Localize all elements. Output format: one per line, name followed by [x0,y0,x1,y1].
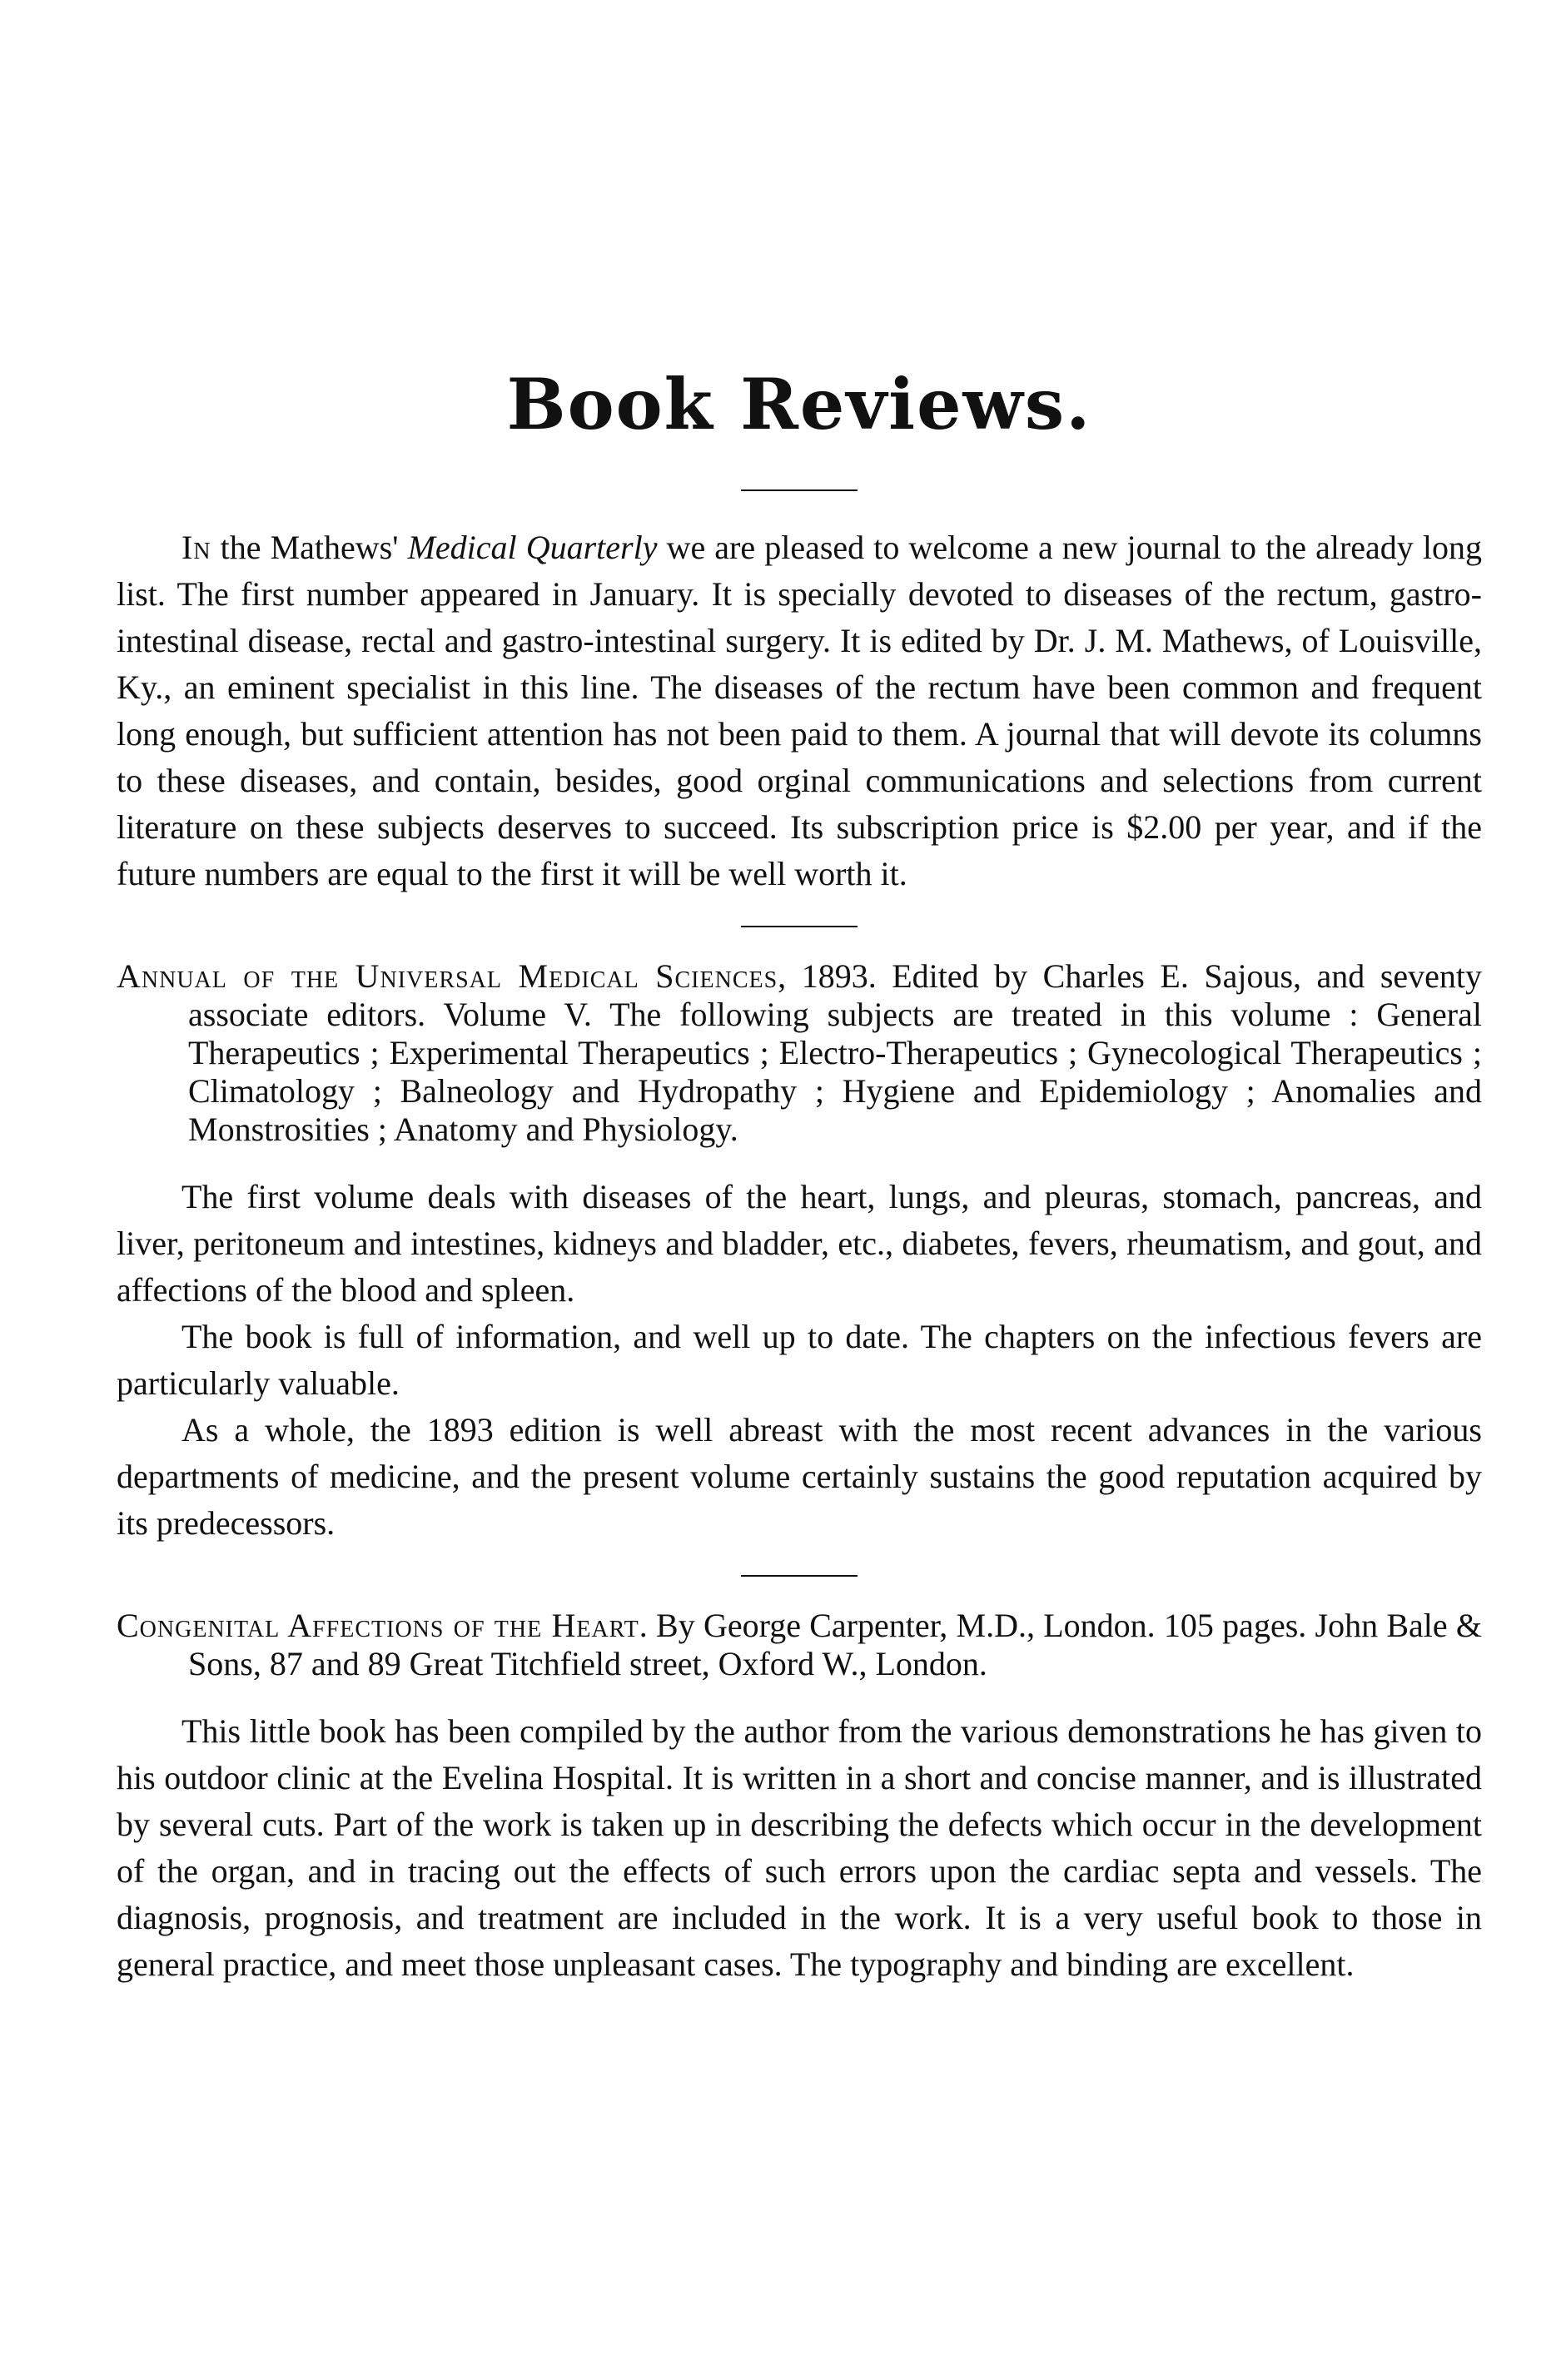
review-paragraph [117,524,1482,897]
book-title: Annual of the Universal Medical Sciences [117,957,778,996]
book-details: , 1893. Edited by Charles E. Sajous, and seventy associate editors. Volume V. The following subjects are treated in this volume : General Therapeutics ; Experimental Therapeutics ; Electro-Therapeutics ; Gynecological Therapeutics ; Climatology ; Balneology and Hydropathy ; Hygiene and Epidemiology ; Anomalies and Monstrosities ; Anatomy and Physiology. [188,957,1483,1149]
divider [741,489,858,491]
review-text: we are pleased to welcome a new journal to the already long list. The first number appeared in January. It is specially devoted to diseases of the rectum, gastro-intestinal disease, rectal and gastro-intestinal surgery. It is edited by Dr. J. M. Mathews, of Louisville, Ky., an eminent specialist in this line. The diseases of the rectum have been common and frequent long enough, but sufficient attention has not been paid to them. A journal that will devote its columns to these diseases, and contain, besides, good orginal communications and selections from current literature on these subjects deserves to succeed. Its subscription price is $2.00 per year, and if the future numbers are equal to the first it will be well worth it. [117,529,1482,893]
review-text: the Mathews' [211,529,408,567]
review-paragraph: As a whole, the 1893 edition is well abreast with the most recent advances in the various departments of medicine, and the present volume certainly sustains the good reputation acquired by its predecessors. [117,1411,1482,1543]
page [117,363,1483,1988]
page-title: Book Reviews. [506,363,1092,445]
review-paragraph: The first volume deals with diseases of the heart, lungs, and pleuras, stomach, pancreas, and liver, peritoneum and intestines, kidneys and bladder, etc., diabetes, fevers, rheumatism, and gout, and affections of the blood and spleen. [117,1178,1482,1309]
book-title: Congenital Affections of the Heart [117,1607,639,1645]
review-heading [117,957,1482,1149]
journal-title: Medical Quarterly [407,529,658,567]
divider [741,1575,858,1577]
divider [741,926,858,927]
book-details: . By George Carpenter, M.D., London. 105 pages. John Bale & Sons, 87 and 89 Great Titchfield street, Oxford W., London. [188,1607,1482,1683]
review-paragraph: This little book has been compiled by the author from the various demonstrations he has given to his outdoor clinic at the Evelina Hospital. It is written in a short and concise manner, and is illustrated by several cuts. Part of the work is taken up in describing the defects which occur in the development of the organ, and in tracing out the effects of such errors upon the cardiac septa and vessels. The diagnosis, prognosis, and treatment are included in the work. It is a very useful book to those in general practice, and meet those unpleasant cases. The typography and binding are excellent. [117,1712,1482,1984]
review-heading [117,1607,1482,1683]
review-paragraph: The book is full of information, and well up to date. The chapters on the infectious fevers are particularly valuable. [117,1318,1482,1403]
lead-word: In [181,529,211,567]
